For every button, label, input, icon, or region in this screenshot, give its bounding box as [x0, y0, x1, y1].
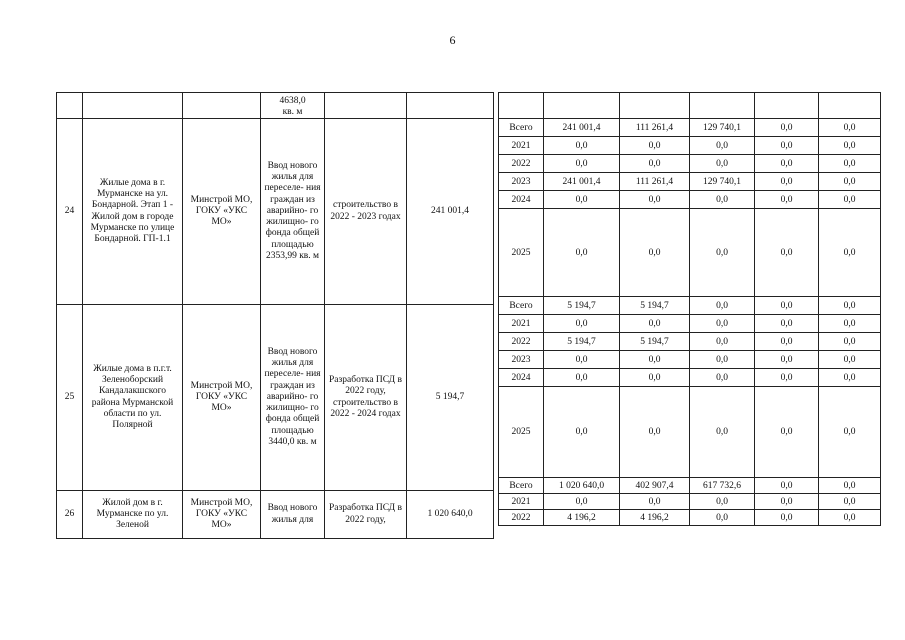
amount-cell: 0,0: [620, 155, 690, 173]
amount-cell: 0,0: [755, 478, 819, 494]
amount-cell: 0,0: [620, 137, 690, 155]
year-cell: 2024: [499, 191, 544, 209]
amount-cell: 0,0: [819, 478, 881, 494]
table-row: [57, 305, 494, 491]
amount-cell: 4 196,2: [620, 510, 690, 526]
amount-cell: 0,0: [755, 173, 819, 191]
amount-cell: 0,0: [544, 155, 620, 173]
amount-cell: 5 194,7: [544, 297, 620, 315]
amount-cell: 5 194,7: [620, 297, 690, 315]
amount-cell: 0,0: [544, 369, 620, 387]
amount-cell: 0,0: [755, 315, 819, 333]
amount-cell: 0,0: [690, 494, 755, 510]
year-cell: Всего: [499, 297, 544, 315]
amount-cell: 0,0: [690, 315, 755, 333]
object-name: Жилые дома в п.г.т. Зеленоборский Кандалакшского района Мурманской области по ул. Полярной: [83, 305, 183, 491]
amount-cell: 0,0: [755, 191, 819, 209]
amount-cell: 0,0: [690, 369, 755, 387]
cost: 5 194,7: [407, 305, 494, 491]
year-cell: 2021: [499, 494, 544, 510]
empty-cell: [819, 93, 881, 119]
table-row: [499, 510, 881, 526]
empty-cell: [755, 93, 819, 119]
page-number: 6: [449, 33, 456, 47]
projects-table: [56, 92, 494, 539]
amount-cell: 0,0: [690, 333, 755, 351]
amount-cell: 0,0: [690, 137, 755, 155]
amount-cell: 0,0: [755, 137, 819, 155]
amount-cell: 0,0: [690, 387, 755, 478]
year-cell: Всего: [499, 119, 544, 137]
amount-cell: 0,0: [755, 369, 819, 387]
table-row: [57, 491, 494, 539]
table-row: [57, 119, 494, 305]
amount-cell: 0,0: [819, 510, 881, 526]
purpose: Ввод нового жилья для переселе- ния граждан из аварийно- го жилищно- го фонда общей площадью 2353,99 кв. м: [261, 119, 325, 305]
amount-cell: 0,0: [620, 387, 690, 478]
amount-cell: 0,0: [819, 209, 881, 297]
year-cell: Всего: [499, 478, 544, 494]
purpose: Ввод нового жилья для переселе- ния граждан из аварийно- го жилищно- го фонда общей площадью 3440,0 кв. м: [261, 305, 325, 491]
amount-cell: 0,0: [544, 387, 620, 478]
table-row: [499, 137, 881, 155]
amount-cell: 0,0: [544, 137, 620, 155]
amount-cell: 0,0: [755, 119, 819, 137]
year-cell: 2024: [499, 369, 544, 387]
area-cell: 4638,0 кв. м: [261, 93, 325, 119]
table-row: [499, 297, 881, 315]
row-number: 25: [57, 305, 83, 491]
amount-cell: 129 740,1: [690, 173, 755, 191]
table-row: [499, 333, 881, 351]
table-row: [499, 369, 881, 387]
amount-cell: 0,0: [620, 351, 690, 369]
amount-cell: 0,0: [755, 155, 819, 173]
amount-cell: 0,0: [544, 351, 620, 369]
amount-cell: 111 261,4: [620, 119, 690, 137]
object-name: Жилые дома в г. Мурманске на ул. Бондарной. Этап 1 - Жилой дом в городе Мурманске по улице Бондарной. ГП-1.1: [83, 119, 183, 305]
table-row: [499, 494, 881, 510]
cost: 241 001,4: [407, 119, 494, 305]
row-number: 24: [57, 119, 83, 305]
amount-cell: 0,0: [819, 315, 881, 333]
amount-cell: 0,0: [819, 387, 881, 478]
amount-cell: 0,0: [620, 191, 690, 209]
amount-cell: 0,0: [755, 494, 819, 510]
amount-cell: 0,0: [819, 155, 881, 173]
terms: строительство в 2022 - 2023 годах: [325, 119, 407, 305]
customer: Минстрой МО, ГОКУ «УКС МО»: [183, 491, 261, 539]
year-cell: 2023: [499, 351, 544, 369]
amount-cell: 0,0: [819, 191, 881, 209]
object-name: Жилой дом в г. Мурманске по ул. Зеленой: [83, 491, 183, 539]
table-row: [499, 351, 881, 369]
year-cell: 2025: [499, 209, 544, 297]
amount-cell: 5 194,7: [544, 333, 620, 351]
amount-cell: 0,0: [544, 191, 620, 209]
amount-cell: 0,0: [755, 387, 819, 478]
table-row: [499, 478, 881, 494]
amount-cell: 0,0: [819, 297, 881, 315]
amount-cell: 617 732,6: [690, 478, 755, 494]
table-row: [57, 93, 494, 119]
funding-table: [498, 92, 881, 526]
table-row: [499, 315, 881, 333]
amount-cell: 111 261,4: [620, 173, 690, 191]
table-row: [499, 191, 881, 209]
amount-cell: 1 020 640,0: [544, 478, 620, 494]
empty-cell: [620, 93, 690, 119]
amount-cell: 0,0: [620, 209, 690, 297]
year-cell: 2023: [499, 173, 544, 191]
purpose: Ввод нового жилья для: [261, 491, 325, 539]
cost: 1 020 640,0: [407, 491, 494, 539]
amount-cell: 5 194,7: [620, 333, 690, 351]
amount-cell: 0,0: [690, 510, 755, 526]
amount-cell: 0,0: [690, 351, 755, 369]
amount-cell: 0,0: [620, 315, 690, 333]
empty-cell: [499, 93, 544, 119]
table-row: [499, 119, 881, 137]
amount-cell: 129 740,1: [690, 119, 755, 137]
amount-cell: 0,0: [819, 369, 881, 387]
customer: Минстрой МО, ГОКУ «УКС МО»: [183, 305, 261, 491]
amount-cell: 0,0: [819, 333, 881, 351]
amount-cell: 0,0: [755, 510, 819, 526]
amount-cell: 0,0: [544, 209, 620, 297]
amount-cell: 0,0: [620, 494, 690, 510]
amount-cell: 0,0: [755, 209, 819, 297]
year-cell: 2022: [499, 510, 544, 526]
table-row: [499, 387, 881, 478]
amount-cell: 0,0: [690, 191, 755, 209]
amount-cell: 0,0: [819, 494, 881, 510]
empty-cell: [544, 93, 620, 119]
amount-cell: 0,0: [544, 315, 620, 333]
amount-cell: 0,0: [620, 369, 690, 387]
amount-cell: 0,0: [690, 297, 755, 315]
table-row: [499, 209, 881, 297]
amount-cell: 0,0: [755, 351, 819, 369]
terms: Разработка ПСД в 2022 году, строительство в 2022 - 2024 годах: [325, 305, 407, 491]
amount-cell: 0,0: [819, 119, 881, 137]
year-cell: 2022: [499, 155, 544, 173]
amount-cell: 402 907,4: [620, 478, 690, 494]
table-row: [499, 173, 881, 191]
amount-cell: 241 001,4: [544, 119, 620, 137]
empty-cell: [690, 93, 755, 119]
amount-cell: 0,0: [690, 209, 755, 297]
year-cell: 2021: [499, 137, 544, 155]
amount-cell: 4 196,2: [544, 510, 620, 526]
terms: Разработка ПСД в 2022 году,: [325, 491, 407, 539]
amount-cell: 241 001,4: [544, 173, 620, 191]
amount-cell: 0,0: [690, 155, 755, 173]
amount-cell: 0,0: [819, 351, 881, 369]
customer: Минстрой МО, ГОКУ «УКС МО»: [183, 119, 261, 305]
table-row: [499, 155, 881, 173]
amount-cell: 0,0: [819, 173, 881, 191]
year-cell: 2022: [499, 333, 544, 351]
amount-cell: 0,0: [544, 494, 620, 510]
amount-cell: 0,0: [755, 333, 819, 351]
amount-cell: 0,0: [755, 297, 819, 315]
row-number: 26: [57, 491, 83, 539]
amount-cell: 0,0: [819, 137, 881, 155]
year-cell: 2021: [499, 315, 544, 333]
year-cell: 2025: [499, 387, 544, 478]
table-row: [499, 93, 881, 119]
